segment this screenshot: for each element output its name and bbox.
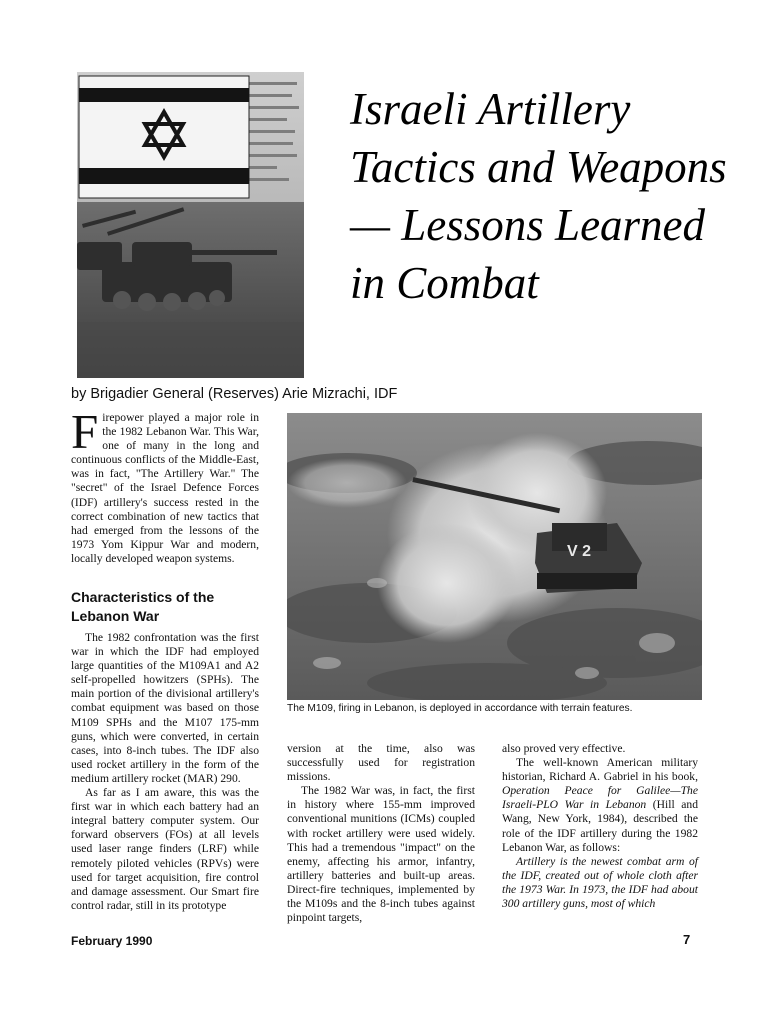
drop-cap: F (71, 404, 99, 459)
page-number: 7 (683, 932, 691, 947)
paragraph: also proved very effective. (502, 742, 626, 755)
footer-date: February 1990 (71, 934, 153, 948)
column-1 (71, 631, 259, 913)
column-3 (502, 742, 698, 911)
section-heading: Characteristics of the Lebanon War (71, 589, 215, 624)
hero-photo (77, 72, 304, 378)
intro-text: irepower played a major role in the 1982 Lebanon War. This War, one of many in the long and continuous conflicts of the Middle-East, was in fact, "The Artillery War." The "secret" of the Israel Defence Forces (IDF) artillery's success rested in the correct combination of new tactics that had emerged from the lessons of the 1973 Yom Kippur War and modern, locally developed weapon systems. (71, 411, 259, 565)
intro-paragraph (71, 404, 259, 566)
paragraph: The 1982 confrontation was the first war in which the IDF had employed large quantities of the M109A1 and A2 self-propelled howitzers (SPHs). The main portion of the divisional artillery's combat equipment was based on those M109 SPHs and the M107 175-mm guns, which were converted, in certain cases, into 8-inch tubes. The IDF also used rocket artillery in the form of the medium artillery rocket (MAR) 290. (71, 631, 259, 785)
block-quote: Artillery is the newest combat arm of the IDF, created out of whole cloth after the 1973 War. In 1973, the IDF had about 300 artillery guns, most of which (502, 854, 698, 911)
paragraph: version at the time, also was successfully used for registration missions. (287, 742, 475, 784)
paragraph-text: (Hill and Wang, New York, 1984), described the role of the IDF artillery during the 1982 Lebanon War, as follows: (502, 798, 698, 854)
tank-marking: V 2 (567, 543, 592, 560)
photo-caption: The M109, firing in Lebanon, is deployed in accordance with terrain features. (287, 703, 633, 714)
flag-and-tanks-image (77, 72, 304, 378)
byline: by Brigadier General (Reserves) Arie Mizrachi, IDF (71, 386, 398, 402)
m109-photo (287, 413, 702, 700)
paragraph: The 1982 War was, in fact, the first in history where 155-mm improved conventional munitions (ICMs) coupled with rocket artillery were used widely. This had a tremendous "impact" on the enemy, affecting his armor, infantry, artillery batteries and built-up areas. Direct-fire techniques, implemented by the M109s and the 8-inch tubes against pinpoint targets, (287, 784, 475, 925)
m109-firing-image (287, 413, 702, 700)
book-title: Operation Peace for Galilee—The Israeli-PLO War in Lebanon (502, 784, 698, 812)
column-2 (287, 742, 475, 925)
paragraph-text: The well-known American military historian, Richard A. Gabriel in his book, (502, 756, 698, 784)
paragraph: As far as I am aware, this was the first war in which each battery had an integral battery computer system. Our forward observers (FOs) at all levels used laser range finders (LRF) while remotely piloted vehicles (RPVs) were used for target acquisition, fire control and damage assessment. Our Smart fire control radar, still in its prototype (71, 786, 259, 912)
paragraph (502, 756, 698, 855)
article-title: Israeli Artillery Tactics and Weapons— Lessons Learned in Combat (350, 84, 727, 308)
